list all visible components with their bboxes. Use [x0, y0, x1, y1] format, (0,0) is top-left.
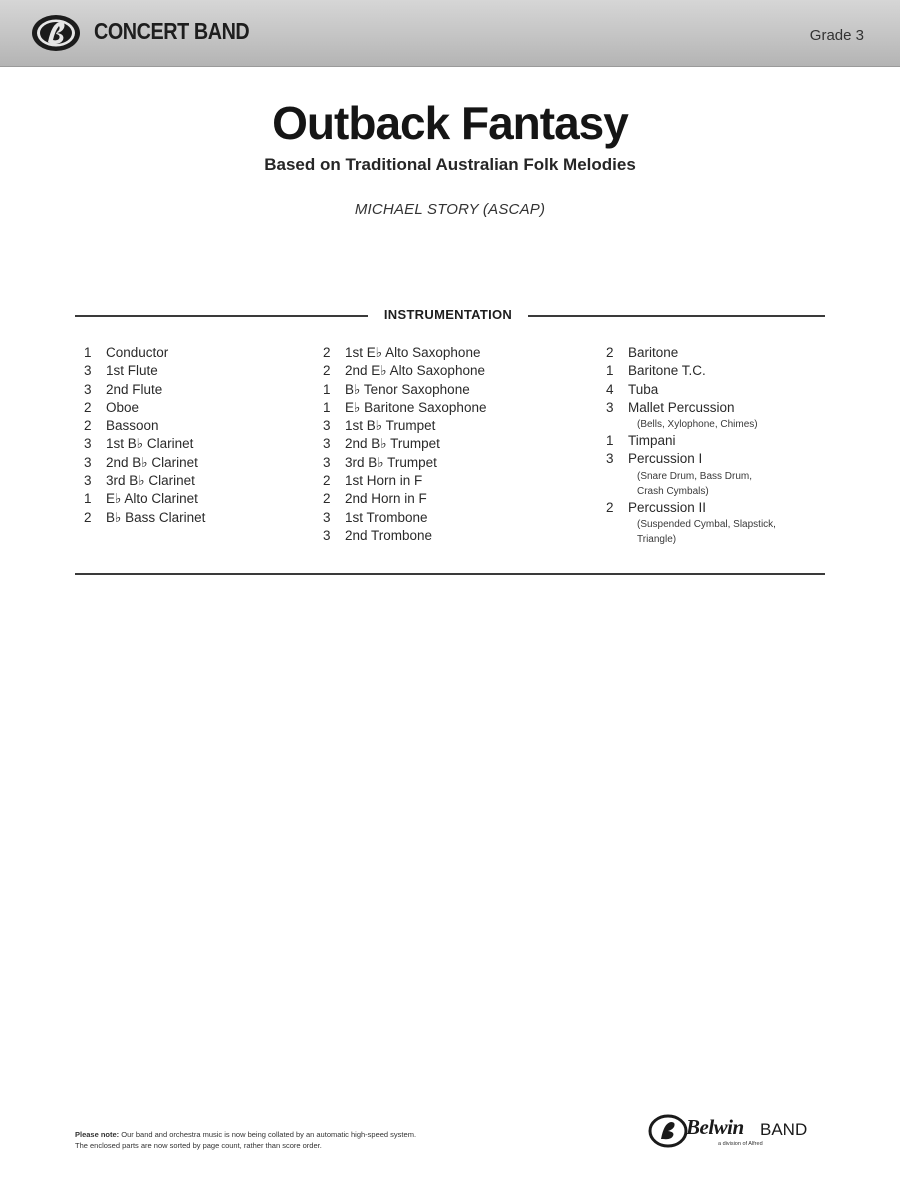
instrument-item: [606, 344, 776, 362]
instrument-item: [323, 527, 486, 545]
instrument-column-1: [84, 344, 205, 527]
instrument-name: Mallet Percussion: [628, 399, 735, 415]
instrument-name: 2nd Flute: [106, 381, 163, 397]
instrument-item: [84, 344, 205, 362]
instrument-quantity: 2: [84, 418, 92, 434]
instrument-item: [84, 381, 205, 399]
instrument-item: [84, 490, 205, 508]
divider-bottom: [75, 573, 825, 575]
instrument-name: 2nd E♭ Alto Saxophone: [345, 363, 485, 379]
instrument-name: 1st Flute: [106, 363, 158, 379]
note-label: Please note:: [75, 1130, 120, 1139]
concert-band-logo-icon: [30, 13, 82, 53]
instrument-name: Bassoon: [106, 418, 159, 434]
instrument-item: [84, 454, 205, 472]
instrument-name: 1st B♭ Clarinet: [106, 436, 194, 452]
instrument-item: [84, 435, 205, 453]
divider-left: [75, 315, 368, 317]
instrument-name: B♭ Bass Clarinet: [106, 509, 206, 525]
instrument-item: [323, 417, 486, 435]
instrument-quantity: 2: [84, 509, 92, 525]
header-band: [0, 0, 900, 67]
instrument-quantity: 3: [84, 473, 92, 489]
instrumentation-heading: INSTRUMENTATION: [383, 307, 513, 322]
instrument-column-3: [606, 344, 776, 547]
instrument-name: E♭ Baritone Saxophone: [345, 399, 487, 415]
instrument-name: 1st B♭ Trumpet: [345, 418, 436, 434]
series-title: CONCERT BAND: [94, 18, 250, 44]
instrument-quantity: 3: [323, 509, 331, 525]
instrument-item: [323, 399, 486, 417]
belwin-emblem-icon: [648, 1111, 688, 1151]
instrument-quantity: 3: [323, 418, 331, 434]
instrument-item: [323, 435, 486, 453]
instrument-quantity: 1: [323, 399, 331, 415]
piece-subtitle: Based on Traditional Australian Folk Melodies: [264, 155, 636, 174]
instrument-quantity: 3: [323, 436, 331, 452]
instrument-item: [323, 472, 486, 490]
instrument-quantity: 3: [84, 436, 92, 452]
instrument-name: E♭ Alto Clarinet: [106, 491, 198, 507]
instrument-name: Timpani: [628, 433, 676, 449]
instrument-name: Conductor: [106, 345, 169, 360]
instrument-item: [323, 490, 486, 508]
instrument-item: [606, 499, 776, 517]
instrument-quantity: 3: [606, 399, 614, 415]
publisher-logo: [648, 1110, 828, 1152]
instrument-quantity: 3: [323, 454, 331, 470]
instrument-quantity: 3: [84, 454, 92, 470]
publisher-tagline: a division of Alfred: [718, 1141, 763, 1147]
instrument-name: Baritone: [628, 345, 679, 360]
instrument-item: [606, 450, 776, 468]
instrument-quantity: 2: [323, 363, 331, 379]
instrument-quantity: 2: [84, 399, 92, 415]
instrument-quantity: 1: [84, 491, 92, 507]
instrument-quantity: 1: [84, 345, 92, 360]
instrument-item: [606, 432, 776, 450]
instrument-item: [606, 399, 776, 417]
instrument-quantity: 2: [606, 345, 614, 360]
instrument-item: [323, 454, 486, 472]
instrument-note: (Snare Drum, Bass Drum,: [637, 470, 753, 482]
instrument-item: [606, 381, 776, 399]
instrument-quantity: 3: [323, 527, 331, 543]
instrument-name: Oboe: [106, 399, 140, 415]
instrument-name: Baritone T.C.: [628, 363, 706, 379]
instrument-name: 1st E♭ Alto Saxophone: [345, 345, 481, 360]
instrument-quantity: 1: [323, 381, 331, 397]
piece-title: Outback Fantasy: [272, 97, 628, 149]
instrument-note: Crash Cymbals): [637, 485, 709, 497]
note-text-1: Our band and orchestra music is now being collated by an automatic high-speed system.: [121, 1130, 417, 1139]
divider-right: [528, 315, 825, 317]
instrument-item: [84, 472, 205, 490]
instrument-quantity: 1: [606, 363, 614, 379]
instrument-item: [84, 509, 205, 527]
instrument-name: 1st Trombone: [345, 509, 428, 525]
instrument-item: [323, 509, 486, 527]
composer: MICHAEL STORY (ASCAP): [354, 201, 546, 218]
instrument-name: 3rd B♭ Clarinet: [106, 473, 195, 489]
instrument-name: 2nd B♭ Clarinet: [106, 454, 198, 470]
instrument-name: 1st Horn in F: [345, 473, 423, 489]
instrument-item: [84, 362, 205, 380]
instrument-name: 2nd B♭ Trumpet: [345, 436, 440, 452]
instrument-quantity: 3: [84, 363, 92, 379]
instrument-name: Percussion I: [628, 451, 703, 467]
publisher-band: BAND: [760, 1120, 808, 1139]
instrument-item: [323, 381, 486, 399]
instrument-quantity: 3: [84, 381, 92, 397]
instrument-item: [84, 417, 205, 435]
collation-note-line-1: [75, 1129, 416, 1140]
grade-label: Grade 3: [809, 27, 864, 44]
instrument-quantity: 2: [323, 491, 331, 507]
collation-note: [75, 1129, 416, 1151]
instrument-quantity: 3: [606, 451, 614, 467]
instrument-note: Triangle): [637, 534, 677, 546]
instrument-name: 3rd B♭ Trumpet: [345, 454, 437, 470]
instrument-name: B♭ Tenor Saxophone: [345, 381, 470, 397]
instrument-item: [323, 362, 486, 380]
instrument-name: Tuba: [628, 381, 659, 397]
instrument-note: (Suspended Cymbal, Slapstick,: [637, 519, 776, 531]
instrument-name: 2nd Horn in F: [345, 491, 427, 507]
instrument-quantity: 1: [606, 433, 614, 449]
instrument-quantity: 2: [323, 345, 331, 360]
instrument-quantity: 2: [323, 473, 331, 489]
instrument-name: Percussion II: [628, 499, 707, 515]
instrument-column-2: [323, 344, 486, 545]
publisher-name: Belwin: [686, 1115, 744, 1139]
note-text-2: The enclosed parts are now sorted by page count, rather than score order.: [75, 1141, 322, 1150]
instrument-item: [323, 344, 486, 362]
instrument-item: [606, 362, 776, 380]
instrument-item: [84, 399, 205, 417]
instrument-note: (Bells, Xylophone, Chimes): [637, 419, 758, 431]
instrument-name: 2nd Trombone: [345, 527, 433, 543]
instrument-quantity: 2: [606, 499, 614, 515]
instrument-quantity: 4: [606, 381, 614, 397]
